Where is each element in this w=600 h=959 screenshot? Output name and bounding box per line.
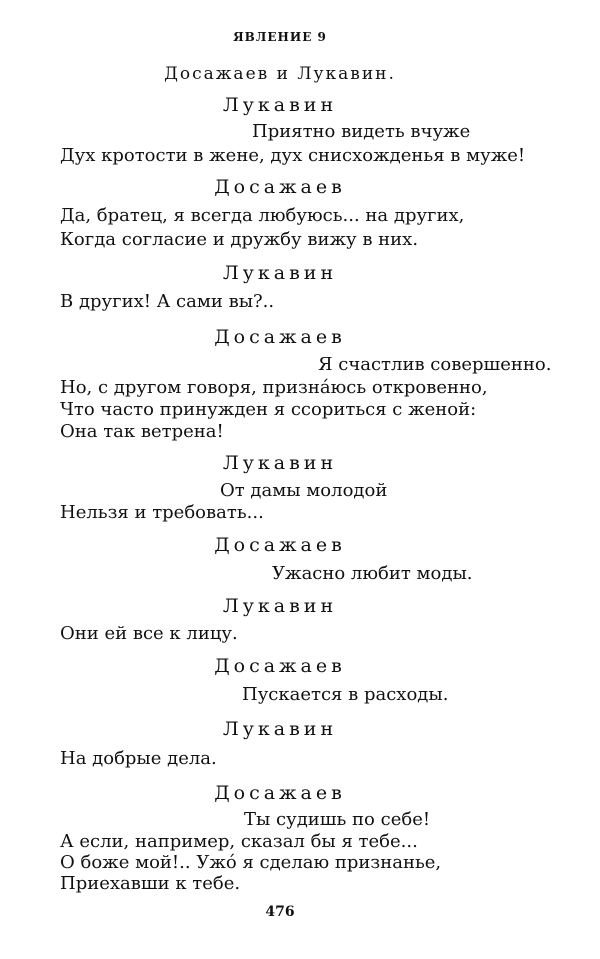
- verse-line: Пускается в расходы.: [242, 684, 449, 705]
- verse-line: В других! А сами вы?..: [60, 291, 275, 312]
- verse-line: На добрые дела.: [60, 748, 217, 769]
- speaker-name: Лукавин: [222, 452, 338, 474]
- verse-line: Ты судишь по себе!: [244, 809, 431, 830]
- speaker-name: Лукавин: [222, 94, 338, 116]
- verse-line: Приехавши к тебе.: [60, 873, 241, 894]
- verse-line: Да, братец, я всегда любуюсь... на других,: [60, 205, 465, 226]
- verse-line: Она так ветрена!: [60, 421, 224, 442]
- speaker-name: Досажаев: [214, 326, 346, 348]
- verse-line: Что часто принужден я ссориться с женой:: [60, 399, 477, 420]
- speaker-name: Досажаев: [214, 534, 346, 556]
- verse-line: Но, с другом говоря, признáюсь откровенно,: [60, 377, 488, 398]
- scene-heading: ЯВЛЕНИЕ 9: [233, 30, 327, 44]
- verse-line: Дух кротости в жене, дух снисхожденья в муже!: [60, 145, 526, 166]
- verse-line: Когда согласие и дружбу вижу в них.: [60, 229, 419, 250]
- speaker-name: Лукавин: [222, 595, 338, 617]
- page-number: 476: [265, 904, 295, 920]
- speaker-name: Лукавин: [222, 718, 338, 740]
- speaker-name: Досажаев: [214, 176, 346, 198]
- verse-line: Нельзя и требовать...: [60, 502, 264, 523]
- verse-line: Приятно видеть вчуже: [252, 121, 471, 142]
- verse-line: От дамы молодой: [220, 480, 388, 501]
- speaker-name: Досажаев: [214, 782, 346, 804]
- speaker-name: Лукавин: [222, 262, 338, 284]
- verse-line: Ужасно любит моды.: [272, 563, 473, 584]
- verse-line: О боже мой!.. Ужó я сделаю признанье,: [60, 852, 442, 873]
- verse-line: Они ей все к лицу.: [60, 623, 238, 644]
- verse-line: А если, например, сказал бы я тебе...: [60, 831, 418, 852]
- cast-line: Досажаев и Лукавин.: [164, 64, 396, 84]
- verse-line: Я счастлив совершенно.: [318, 354, 552, 375]
- speaker-name: Досажаев: [214, 655, 346, 677]
